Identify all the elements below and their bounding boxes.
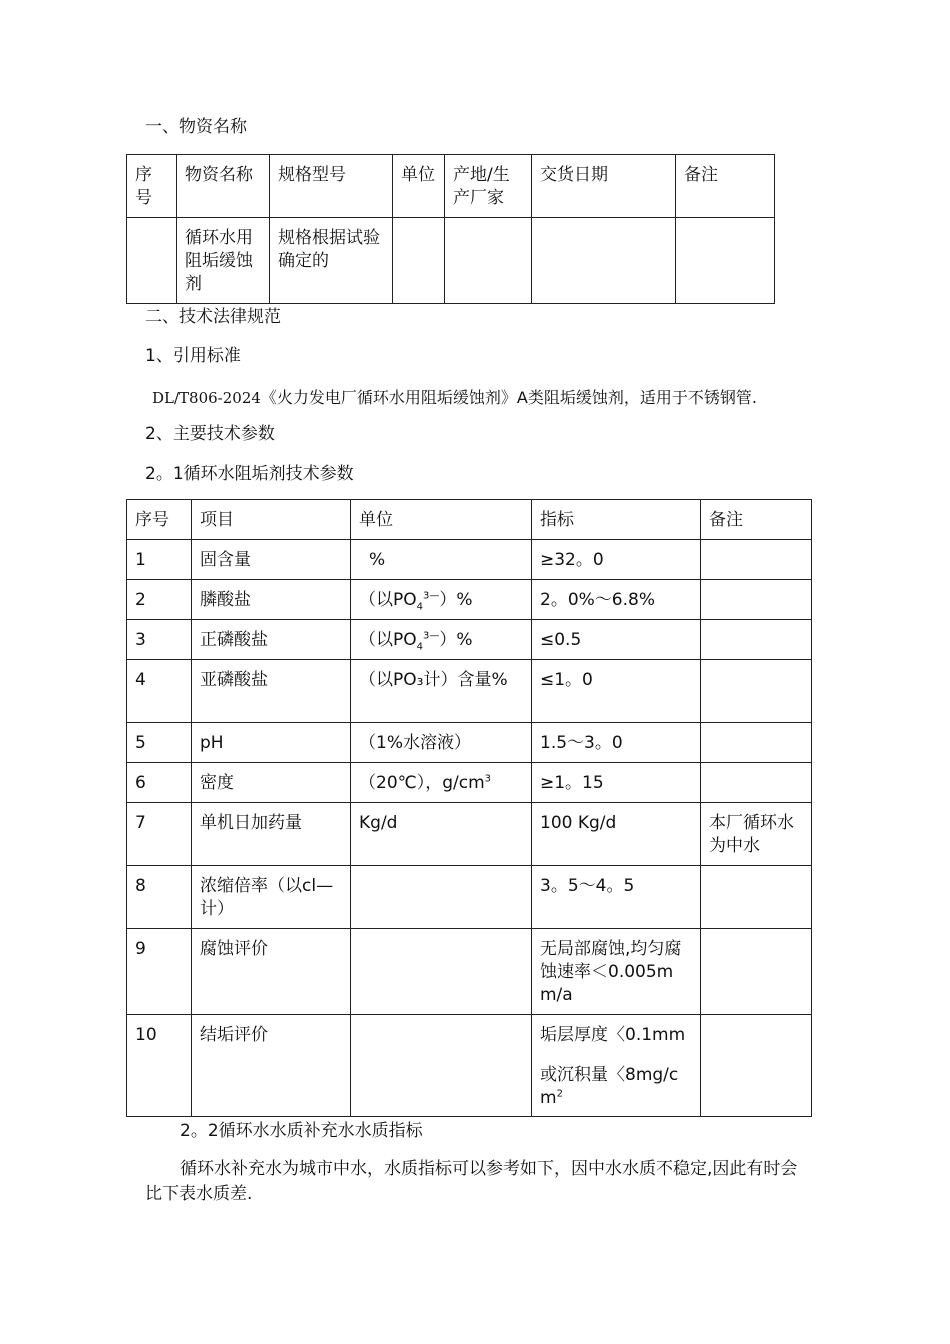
table-row xyxy=(127,803,812,866)
reference-standard xyxy=(152,385,757,408)
unit-cell xyxy=(351,866,532,929)
unit-cell: Kg/d xyxy=(351,803,532,866)
table-row xyxy=(127,866,812,929)
row-number: 8 xyxy=(127,866,192,929)
tech-table-header xyxy=(127,500,812,540)
item-cell: pH xyxy=(192,723,351,763)
table-cell: 循环水用阻垢缓蚀剂 xyxy=(177,218,270,304)
spec-line: 垢层厚度〈0.1mm xyxy=(540,1025,686,1045)
header-cell: 规格型号 xyxy=(270,155,393,218)
subsection-title-1: 1、引用标准 xyxy=(145,346,241,366)
spec-cell: ≥32。0 xyxy=(532,540,701,580)
reference-text: 《火力发电厂循环水用阻垢缓蚀剂》A类阻垢缓蚀剂，适用于不锈钢管. xyxy=(260,388,757,407)
row-number: 9 xyxy=(127,929,192,1015)
row-number: 3 xyxy=(127,620,192,660)
spec-cell: 2。0%～6.8% xyxy=(532,580,701,620)
unit-cell: （以$PO_4^{3—})\%$ xyxy=(351,580,532,620)
spec-cell: 3。5～4。5 xyxy=(532,866,701,929)
table-row xyxy=(127,763,812,803)
table-row xyxy=(127,580,812,620)
spec-cell: 1.5～3。0 xyxy=(532,723,701,763)
spec-cell: 无局部腐蚀,均匀腐蚀速率＜0.005mm/a xyxy=(532,929,701,1015)
subsection-title-2-1: 2。1循环水阻垢剂技术参数 xyxy=(145,464,354,484)
item-cell: 固含量 xyxy=(192,540,351,580)
item-cell: 单机日加药量 xyxy=(192,803,351,866)
unit-cell: （20℃），$g/cm^3$ xyxy=(351,763,532,803)
row-number: 1 xyxy=(127,540,192,580)
note-cell xyxy=(701,1015,812,1117)
section-title-2: 二、技术法律规范 xyxy=(145,307,281,327)
material-table xyxy=(126,154,775,304)
header-cell: 交货日期 xyxy=(532,155,676,218)
table-row xyxy=(127,723,812,763)
table-row xyxy=(127,929,812,1015)
note-cell xyxy=(701,929,812,1015)
subsection-title-2-2: 2。2循环水水质补充水水质指标 xyxy=(180,1121,423,1141)
row-number: 6 xyxy=(127,763,192,803)
spec-cell: ≥1。15 xyxy=(532,763,701,803)
table-cell xyxy=(393,218,445,304)
material-table-header xyxy=(127,155,775,218)
table-cell xyxy=(127,218,177,304)
table-cell xyxy=(532,218,676,304)
table-row xyxy=(127,620,812,660)
spec-cell: ≤0.5 xyxy=(532,620,701,660)
item-cell: 腐蚀评价 xyxy=(192,929,351,1015)
material-table-row xyxy=(127,218,775,304)
header-cell: 备注 xyxy=(701,500,812,540)
header-cell: 物资名称 xyxy=(177,155,270,218)
table-cell xyxy=(676,218,775,304)
header-cell: 单位 xyxy=(393,155,445,218)
row-number: 7 xyxy=(127,803,192,866)
spec-line: 或沉积量〈$8mg/cm^2$ xyxy=(540,1065,679,1108)
unit-cell: % xyxy=(351,540,532,580)
note-cell xyxy=(701,723,812,763)
row-number: 10 xyxy=(127,1015,192,1117)
item-cell: 结垢评价 xyxy=(192,1015,351,1117)
item-cell: 浓缩倍率（以cl—计） xyxy=(192,866,351,929)
section-title-1: 一、物资名称 xyxy=(145,117,247,137)
unit-cell: （以PO₃计）含量% xyxy=(351,660,532,723)
reference-code: DL/T806-2024 xyxy=(152,389,261,407)
header-cell: 序号 xyxy=(127,500,192,540)
unit-cell xyxy=(351,1015,532,1117)
spec-cell xyxy=(532,1015,701,1117)
body-paragraph: 循环水补充水为城市中水，水质指标可以参考如下，因中水水质不稳定,因此有时会比下表水质差. xyxy=(145,1159,798,1204)
unit-cell: （1%水溶液） xyxy=(351,723,532,763)
table-row xyxy=(127,660,812,723)
header-cell: 备注 xyxy=(676,155,775,218)
note-cell xyxy=(701,540,812,580)
table-cell xyxy=(445,218,532,304)
note-cell xyxy=(701,866,812,929)
table-row xyxy=(127,540,812,580)
unit-cell xyxy=(351,929,532,1015)
subsection-title-2: 2、主要技术参数 xyxy=(145,424,275,444)
header-cell: 指标 xyxy=(532,500,701,540)
item-cell: 正磷酸盐 xyxy=(192,620,351,660)
spec-cell: ≤1。0 xyxy=(532,660,701,723)
note-cell xyxy=(701,580,812,620)
row-number: 4 xyxy=(127,660,192,723)
note-cell xyxy=(701,763,812,803)
item-cell: 膦酸盐 xyxy=(192,580,351,620)
table-cell: 规格根据试验确定的 xyxy=(270,218,393,304)
note-cell xyxy=(701,620,812,660)
note-cell: 本厂循环水为中水 xyxy=(701,803,812,866)
header-cell: 项目 xyxy=(192,500,351,540)
row-number: 5 xyxy=(127,723,192,763)
header-cell: 单位 xyxy=(351,500,532,540)
item-cell: 亚磷酸盐 xyxy=(192,660,351,723)
note-cell xyxy=(701,660,812,723)
header-cell: 产地/生产厂家 xyxy=(445,155,532,218)
table-row xyxy=(127,1015,812,1117)
unit-cell: （以$PO_4^{3—})\%$ xyxy=(351,620,532,660)
header-cell: 序号 xyxy=(127,155,177,218)
spec-cell: 100 Kg/d xyxy=(532,803,701,866)
item-cell: 密度 xyxy=(192,763,351,803)
row-number: 2 xyxy=(127,580,192,620)
tech-params-table xyxy=(126,499,812,1117)
